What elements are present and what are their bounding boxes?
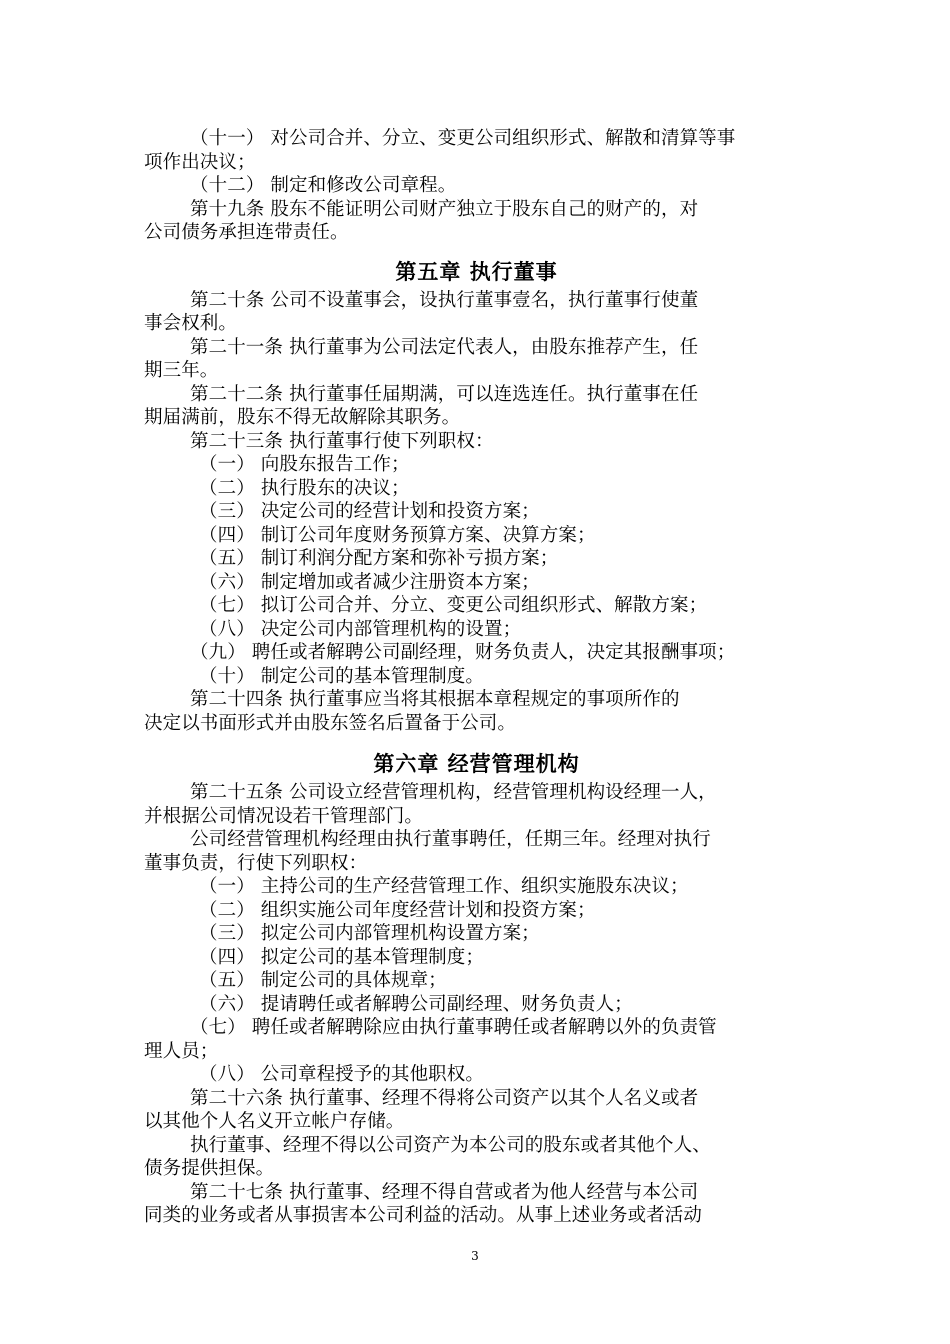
list-item: （四） 拟定公司的基本管理制度； <box>199 946 484 968</box>
list-item: （二） 执行股东的决议； <box>199 477 410 499</box>
text-line: 第二十四条 执行董事应当将其根据本章程规定的事项所作的 <box>190 689 680 710</box>
text-line: 第十九条 股东不能证明公司财产独立于股东自己的财产的，对 <box>190 198 699 220</box>
list-item: （七） 拟订公司合并、分立、变更公司组织形式、解散方案； <box>199 595 708 616</box>
list-item: （一） 主持公司的生产经营管理工作、组织实施股东决议； <box>199 876 689 897</box>
list-item: （三） 决定公司的经营计划和投资方案； <box>199 501 540 522</box>
text-line: 第二十一条 执行董事为公司法定代表人，由股东推荐产生，任 <box>190 336 699 358</box>
text-line: 以其他个人名义开立帐户存储。 <box>144 1111 405 1132</box>
text-line: 决定以书面形式并由股东签名后置备于公司。 <box>144 712 517 734</box>
list-item: （七） 聘任或者解聘除应由执行董事聘任或者解聘以外的负责管 <box>190 1017 717 1038</box>
text-line: 期届满前，股东不得无故解除其职务。 <box>144 407 461 428</box>
list-item: （八） 决定公司内部管理机构的设置； <box>199 618 522 640</box>
text-line: 公司债务承担连带责任。 <box>144 222 349 243</box>
text-line: 事会权利。 <box>144 313 238 334</box>
list-item: （一） 向股东报告工作； <box>199 454 410 475</box>
text-line: 第二十三条 执行董事行使下列职权： <box>190 430 494 452</box>
list-item: （二） 组织实施公司年度经营计划和投资方案； <box>199 899 596 921</box>
text-line: 并根据公司情况设若干管理部门。 <box>144 805 424 827</box>
text-line: 第二十七条 执行董事、经理不得自营或者为他人经营与本公司 <box>190 1181 699 1203</box>
chapter-5-heading: 第五章 执行董事 <box>395 259 558 284</box>
list-item: （十） 制定公司的基本管理制度。 <box>199 665 484 687</box>
text-line: 第二十六条 执行董事、经理不得将公司资产以其个人名义或者 <box>190 1087 699 1109</box>
text-line: （十二） 制定和修改公司章程。 <box>190 175 457 196</box>
text-line: 第二十五条 公司设立经营管理机构，经营管理机构设经理一人， <box>190 782 717 803</box>
list-item: （三） 拟定公司内部管理机构设置方案； <box>199 923 540 944</box>
text-line: 项作出决议； <box>144 151 256 173</box>
chapter-6-heading: 第六章 经营管理机构 <box>373 752 580 776</box>
text-line: 执行董事、经理不得以公司资产为本公司的股东或者其他个人、 <box>190 1134 711 1156</box>
list-item: （六） 制定增加或者减少注册资本方案； <box>199 571 540 593</box>
list-item: （九） 聘任或者解聘公司副经理，财务负责人，决定其报酬事项； <box>190 642 736 663</box>
list-item: （四） 制订公司年度财务预算方案、决算方案； <box>199 524 596 546</box>
text-line: （十一） 对公司合并、分立、变更公司组织形式、解散和清算等事 <box>190 128 736 149</box>
page-number: 3 <box>471 1249 479 1263</box>
text-line: 董事负责，行使下列职权： <box>144 852 368 874</box>
text-line: 第二十条 公司不设董事会，设执行董事壹名，执行董事行使董 <box>190 289 699 311</box>
list-item: （六） 提请聘任或者解聘公司副经理、财务负责人； <box>199 993 633 1015</box>
text-line: 理人员； <box>144 1040 219 1062</box>
text-line: 第二十二条 执行董事任届期满，可以连选连任。执行董事在任 <box>190 383 699 405</box>
text-line: 同类的业务或者从事损害本公司利益的活动。从事上述业务或者活动 <box>144 1205 703 1226</box>
text-line: 期三年。 <box>144 360 219 381</box>
list-item: （五） 制订利润分配方案和弥补亏损方案； <box>199 548 559 569</box>
list-item: （八） 公司章程授予的其他职权。 <box>199 1064 484 1085</box>
text-line: 债务提供担保。 <box>144 1158 275 1179</box>
page-body <box>144 127 809 1228</box>
list-item: （五） 制定公司的具体规章； <box>199 970 447 991</box>
text-line: 公司经营管理机构经理由执行董事聘任，任期三年。经理对执行 <box>190 829 711 850</box>
